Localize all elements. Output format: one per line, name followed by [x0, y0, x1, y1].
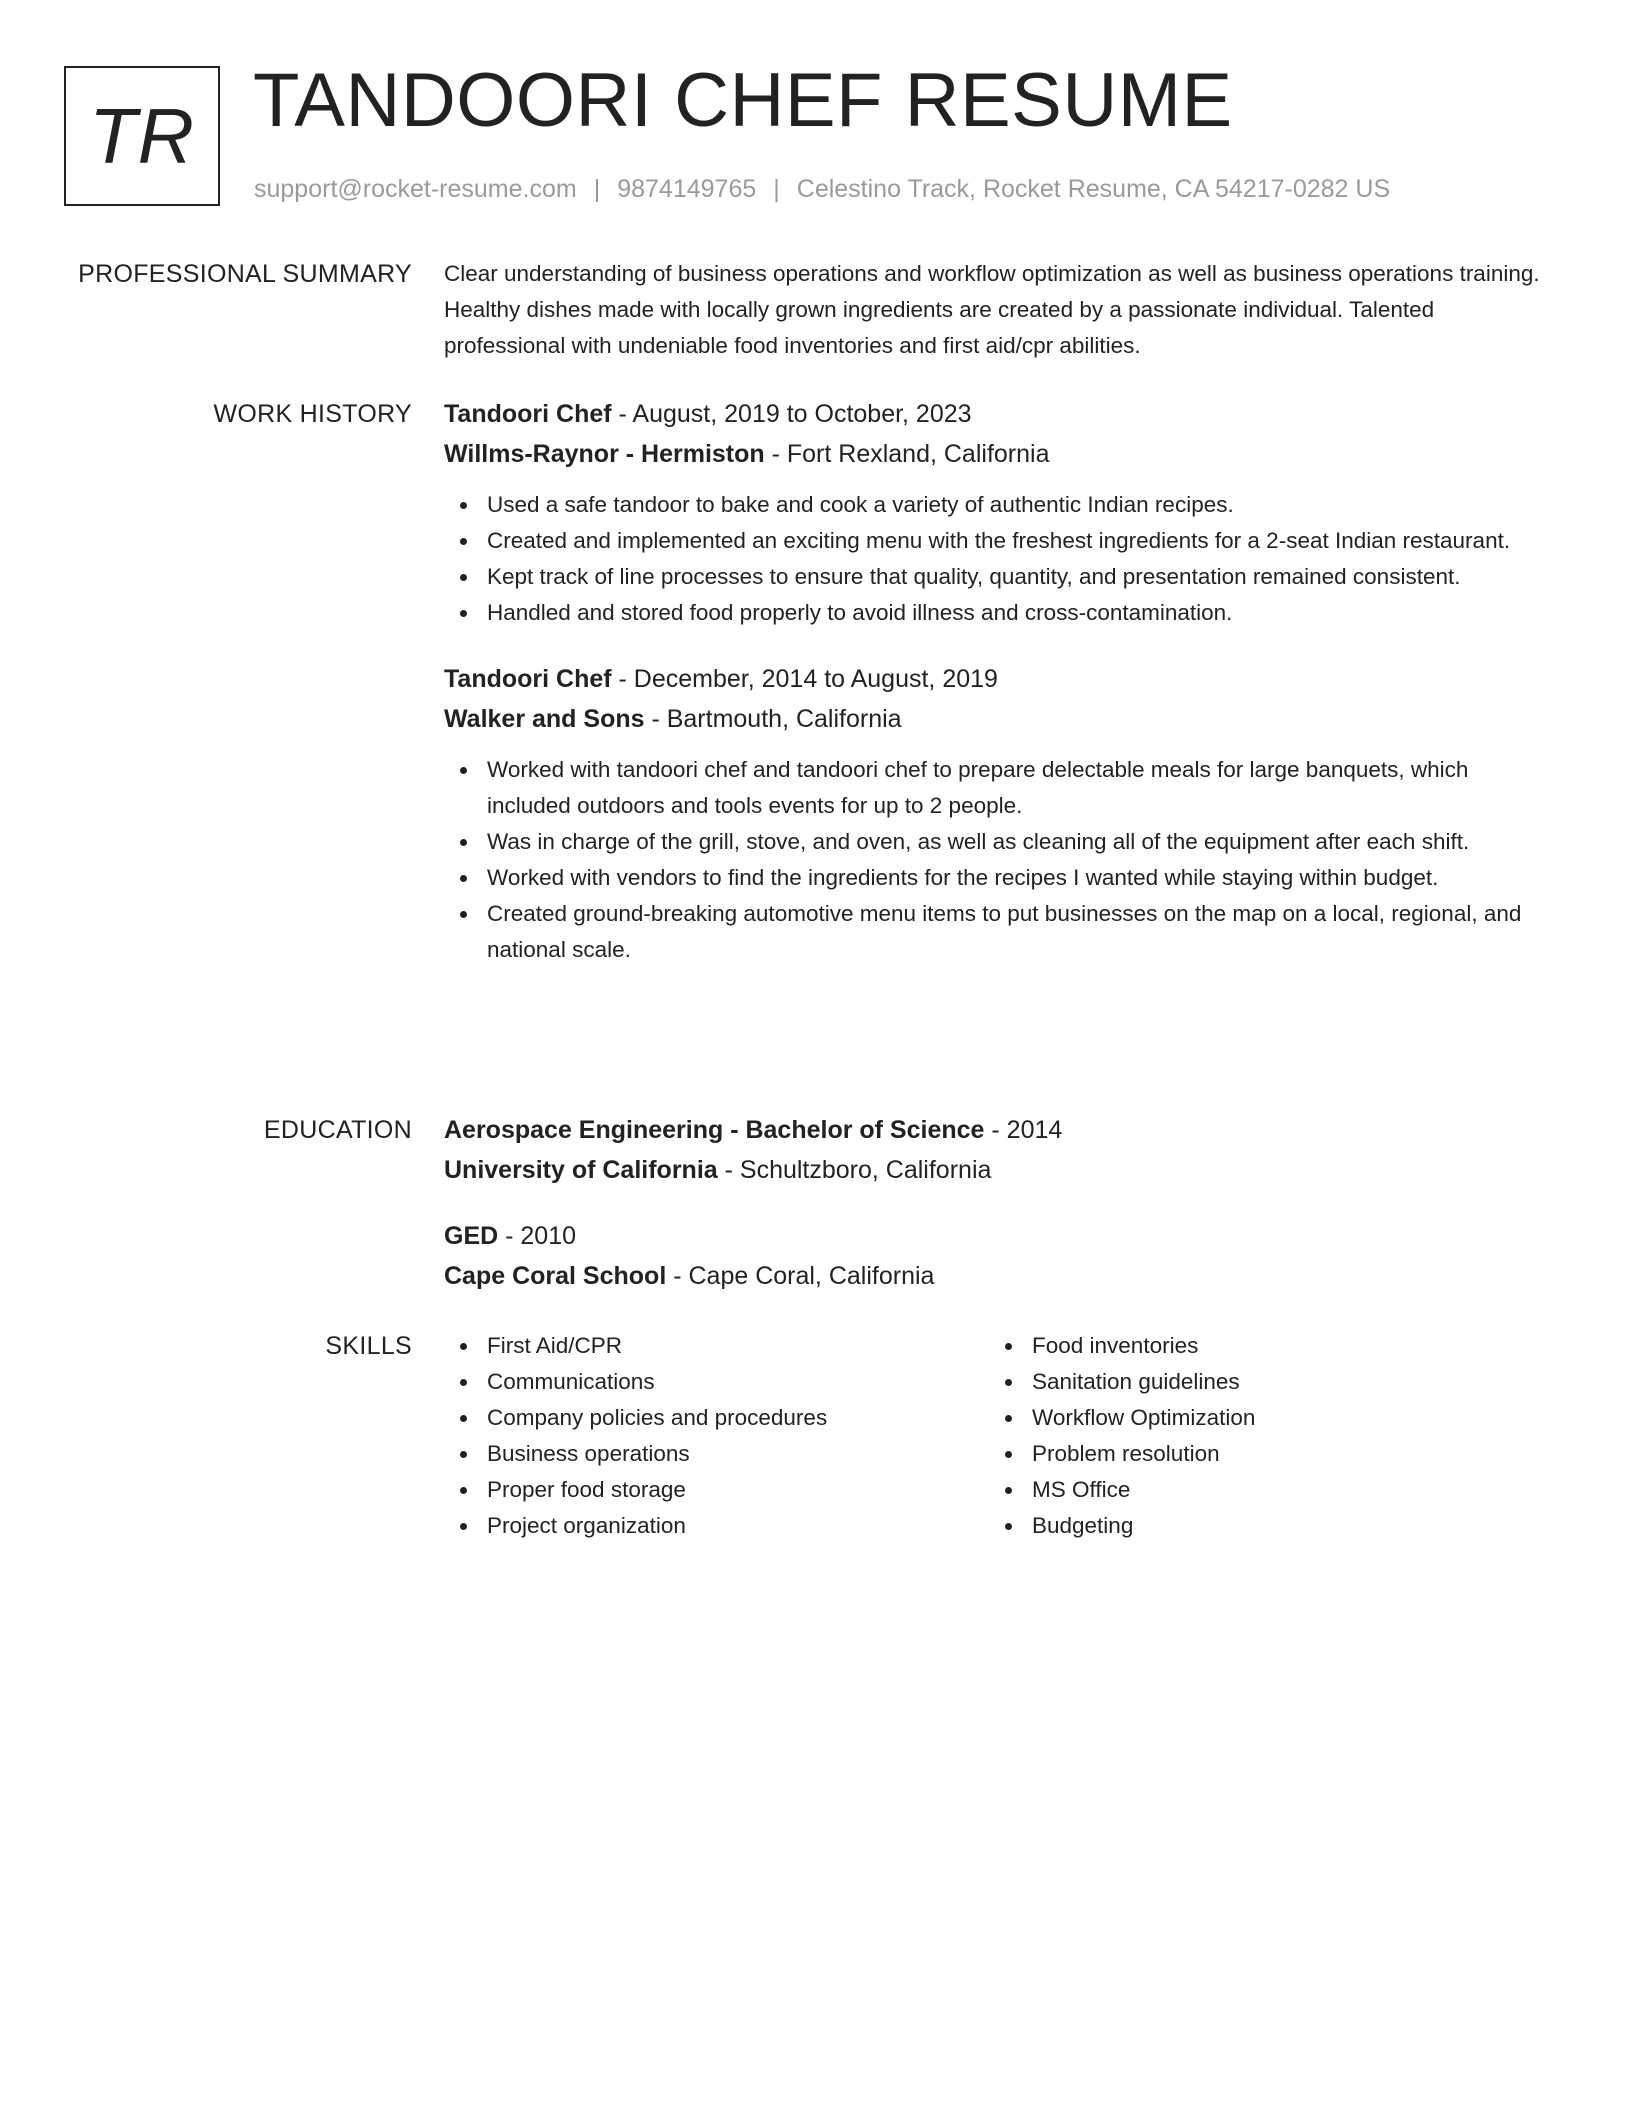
- education-degree: Aerospace Engineering - Bachelor of Science: [444, 1116, 985, 1144]
- job-bullet: Worked with vendors to find the ingredients for the recipes I wanted while staying within budget.: [444, 860, 1544, 896]
- job-title-line: [444, 396, 1544, 432]
- job-entry: [444, 661, 1544, 968]
- skills-list-right: [989, 1328, 1534, 1544]
- skills-columns: [444, 1328, 1544, 1544]
- work-history-body: [444, 396, 1544, 968]
- section-label-work-history: WORK HISTORY: [213, 400, 412, 428]
- section-label-skills: SKILLS: [325, 1332, 412, 1360]
- job-company-line: [444, 436, 1544, 472]
- summary-body: [444, 256, 1544, 364]
- job-company: Walker and Sons: [444, 705, 645, 733]
- job-bullets: [444, 752, 1544, 968]
- education-degree-line: [444, 1218, 1544, 1254]
- education-location: - Cape Coral, California: [666, 1262, 935, 1290]
- education-entry: [444, 1112, 1544, 1188]
- education-school-line: [444, 1258, 1544, 1294]
- skill-item: Sanitation guidelines: [989, 1364, 1534, 1400]
- skill-item: Business operations: [444, 1436, 989, 1472]
- skill-item: Workflow Optimization: [989, 1400, 1534, 1436]
- job-location: - Bartmouth, California: [644, 705, 902, 733]
- job-entry: [444, 396, 1544, 631]
- skill-item: Proper food storage: [444, 1472, 989, 1508]
- education-degree: GED: [444, 1222, 499, 1250]
- job-title: Tandoori Chef: [444, 400, 612, 428]
- job-bullets: [444, 487, 1544, 631]
- monogram-initials: TR: [89, 92, 195, 180]
- section-label-summary: PROFESSIONAL SUMMARY: [78, 260, 412, 288]
- contact-phone[interactable]: 9874149765: [617, 175, 757, 203]
- job-bullet: Created and implemented an exciting menu with the freshest ingredients for a 2-seat Indian restaurant.: [444, 523, 1544, 559]
- skill-item: Company policies and procedures: [444, 1400, 989, 1436]
- skill-item: Food inventories: [989, 1328, 1534, 1364]
- skills-body: [444, 1328, 1544, 1544]
- education-location: - Schultzboro, California: [717, 1156, 992, 1184]
- job-location: - Fort Rexland, California: [764, 440, 1050, 468]
- education-entry: [444, 1218, 1544, 1294]
- section-label-education: EDUCATION: [263, 1116, 412, 1144]
- summary-text: Clear understanding of business operations and workflow optimization as well as business operations training. Healthy dishes made with locally grown ingredients are created by a passionate individual. Talented professional with undeniable food inventories and first aid/cpr abilities.: [444, 261, 1540, 358]
- job-title: Tandoori Chef: [444, 665, 612, 693]
- page-title: TANDOORI CHEF RESUME: [253, 58, 1233, 143]
- skill-item: Project organization: [444, 1508, 989, 1544]
- contact-separator: |: [593, 175, 601, 203]
- education-year: - 2010: [498, 1222, 577, 1250]
- skill-item: First Aid/CPR: [444, 1328, 989, 1364]
- contact-line: [254, 172, 1390, 206]
- contact-email[interactable]: support@rocket-resume.com: [254, 175, 577, 203]
- job-title-line: [444, 661, 1544, 697]
- skill-item: Communications: [444, 1364, 989, 1400]
- skills-list-left: [444, 1328, 989, 1544]
- job-dates: - August, 2019 to October, 2023: [611, 400, 972, 428]
- job-bullet: Worked with tandoori chef and tandoori chef to prepare delectable meals for large banquets, which included outdoors and tools events for up to 2 people.: [444, 752, 1544, 824]
- skill-item: Budgeting: [989, 1508, 1534, 1544]
- education-year: - 2014: [984, 1116, 1063, 1144]
- contact-separator: |: [773, 175, 780, 203]
- job-dates: - December, 2014 to August, 2019: [611, 665, 998, 693]
- education-school-line: [444, 1152, 1544, 1188]
- job-bullet: Used a safe tandoor to bake and cook a variety of authentic Indian recipes.: [444, 487, 1544, 523]
- education-degree-line: [444, 1112, 1544, 1148]
- education-body: [444, 1112, 1544, 1294]
- job-bullet: Created ground-breaking automotive menu items to put businesses on the map on a local, regional, and national scale.: [444, 896, 1544, 968]
- job-bullet: Kept track of line processes to ensure that quality, quantity, and presentation remained consistent.: [444, 559, 1544, 595]
- skill-item: MS Office: [989, 1472, 1534, 1508]
- job-bullet: Was in charge of the grill, stove, and oven, as well as cleaning all of the equipment after each shift.: [444, 824, 1544, 860]
- job-company-line: [444, 701, 1544, 737]
- job-company: Willms-Raynor - Hermiston: [444, 440, 765, 468]
- job-bullet: Handled and stored food properly to avoid illness and cross-contamination.: [444, 595, 1544, 631]
- contact-address: Celestino Track, Rocket Resume, CA 54217-0282 US: [796, 175, 1391, 203]
- education-school: Cape Coral School: [444, 1262, 667, 1290]
- skill-item: Problem resolution: [989, 1436, 1534, 1472]
- education-school: University of California: [444, 1156, 718, 1184]
- monogram-badge: [64, 66, 220, 206]
